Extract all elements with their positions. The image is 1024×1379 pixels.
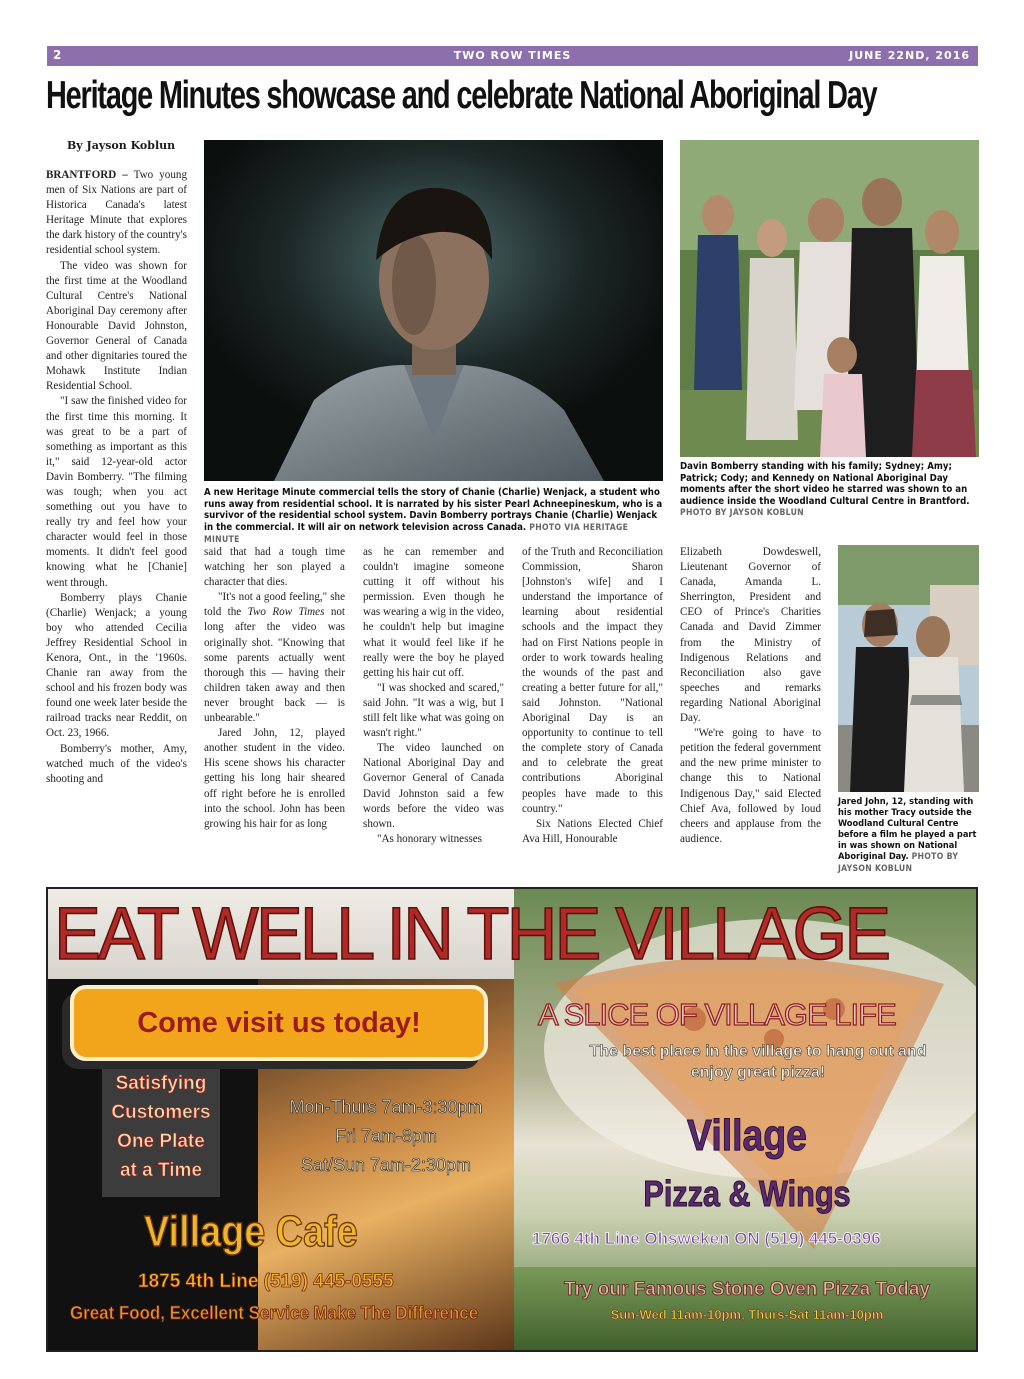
mother-photo-caption — [838, 796, 979, 875]
paragraph-text: not long after the video was originally shot. "Knowing that some parents actually went thorough this — having their children taken away and then never brought back — is unbearable." — [204, 606, 345, 725]
article-column-3 — [363, 545, 504, 847]
family-photo — [680, 140, 979, 457]
paragraph-text: Two young men of Six Nations are part of Historica Canada's latest Heritage Minute that explores the dark history of the country's residential school system. — [46, 169, 187, 257]
paragraph: said that had a tough time watching her son played a character that dies. — [204, 546, 345, 589]
issue-date: JUNE 22ND, 2016 — [849, 49, 970, 62]
caption-text: Jared John, 12, standing with his mother Tracy outside the Woodland Cultural Centre before a film he played a part in was shown on National Aboriginal Day. — [838, 796, 977, 862]
family-group-image — [680, 140, 979, 457]
publication-mention: Two Row Times — [247, 606, 325, 619]
dateline: BRANTFORD – — [46, 169, 128, 181]
paragraph: Six Nations Elected Chief Ava Hill, Honourable — [522, 817, 663, 845]
article-column-1 — [46, 168, 187, 787]
photo-credit: PHOTO VIA HERITAGE MINUTE — [204, 522, 629, 545]
paragraph — [46, 168, 187, 259]
paragraph: of the Truth and Reconciliation Commission, Sharon [Johnston's wife] and I understand the importance of learning about residential schools and the impact they had on First Nations people in order to work towards healing the wounds of the past and creating a better future for all," said Johnston. "National Aboriginal Day is an opportunity to continue to tell the complete story of Canada and to celebrate the great contributions Aboriginal peoples have made to this country." — [522, 546, 663, 815]
pizza-subtitle: The best place in the village to hang out and enjoy great pizza! — [589, 1043, 927, 1081]
article-column-2 — [204, 545, 345, 832]
pizza-promo: Try our Famous Stone Oven Pizza Today — [563, 1279, 930, 1300]
pizza-hours: Sun-Wed 11am-10pm, Thurs-Sat 11am-10pm — [610, 1307, 884, 1322]
pizza-address-phone[interactable]: 1766 4th Line Ohsweken ON (519) 445-0396 — [532, 1229, 881, 1248]
motto-line: Satisfying — [115, 1073, 207, 1094]
pizza-tagline: A SLICE OF VILLAGE LIFE — [538, 997, 896, 1032]
come-visit-button[interactable] — [70, 985, 488, 1061]
cafe-slogan: Great Food, Excellent Service Make The Difference — [70, 1303, 479, 1323]
hours-line: Mon-Thurs 7am-3:30pm — [289, 1097, 483, 1117]
pizza-name-line-1: Village — [687, 1111, 807, 1160]
paragraph: The video launched on National Aboriginal Day and Governor General of Canada David Johnston said a few words before the video was shown. — [363, 742, 504, 830]
motto-line: at a Time — [119, 1160, 203, 1181]
paragraph: The video was shown for the first time at the Woodland Cultural Centre's National Aboriginal Day ceremony after Honourable David Johnston, Governor General of Canada and other dignitaries toured the Mohawk Institute Indian Residential School. — [46, 259, 187, 393]
photo-credit: PHOTO BY JAYSON KOBLUN — [838, 852, 959, 874]
boy-portrait-image — [204, 140, 663, 481]
publication-name: TWO ROW TIMES — [453, 49, 572, 62]
ad-headline: EAT WELL IN THE VILLAGE — [54, 892, 889, 975]
page-number: 2 — [53, 48, 63, 62]
paragraph — [204, 590, 345, 726]
paragraph: as he can remember and couldn't imagine someone cutting it off without his permission. Even though he was wearing a wig in the video, he couldn't help but imagine what it would feel like if he really were the boy he played getting his hair cut off. — [363, 546, 504, 679]
paragraph: Bomberry plays Chanie (Charlie) Wenjack; a young boy who attended Cecilia Jeffrey Residential School in Kenora, Ont., in the '1960s. Chanie ran away from the school and his frozen body was found one week later beside the railroad tracks near Reddit, on Oct. 23, 1966. — [46, 591, 187, 740]
page-header-bar — [47, 46, 978, 66]
article-column-4 — [522, 545, 663, 847]
cafe-motto-box — [102, 1069, 220, 1197]
cafe-address-phone[interactable]: 1875 4th Line (519) 445-0555 — [138, 1271, 394, 1292]
paragraph: "As honorary witnesses — [377, 832, 482, 845]
main-photo-caption — [204, 487, 663, 547]
mother-son-photo — [838, 545, 979, 792]
article-headline: Heritage Minutes showcase and celebrate National Aboriginal Day — [46, 74, 877, 117]
cafe-name: Village Cafe — [144, 1207, 358, 1256]
photo-credit: PHOTO BY JAYSON KOBLUN — [680, 508, 804, 518]
caption-text: Davin Bomberry standing with his family; Sydney; Amy; Patrick; Cody; and Kennedy on National Aboriginal Day moments after the short video he starred was shown to an audience inside the Woodland Cultural Centre in Brantford. — [680, 461, 970, 507]
paragraph-text: "It's not a good feeling," she told the — [204, 591, 345, 619]
come-visit-label: Come visit us today! — [137, 1007, 421, 1039]
motto-line: Customers — [111, 1102, 211, 1123]
pizza-name-line-2: Pizza & Wings — [643, 1173, 851, 1214]
caption-text: A new Heritage Minute commercial tells the story of Chanie (Charlie) Wenjack, a student who runs away from residential school. It is narrated by his sister Pearl Achneepineskum, who is a survivor of the residential school system. Davin Bomberry portrays Chanie (Charlie) Wenjack in the commercial. It will air on network television across Canada. — [204, 487, 663, 533]
paragraph: "I saw the finished video for the first time this morning. It was great to be a part of something as important as this it," said 12-year-old actor Davin Bomberry. "The filming was tough; when you act something out you have to really try and feel how your character would feel in those moments. It didn't feel good knowing what he [Chanie] went through. — [46, 395, 187, 589]
village-advertisement[interactable] — [46, 887, 978, 1352]
paragraph: "We're going to have to petition the federal government and the new prime minister to change this to National Indigenous Day," said Elected Chief Ava, followed by loud cheers and applause from the audience. — [680, 727, 821, 845]
paragraph: Jared John, 12, played another student in the video. His scene shows his character getting his long hair sheared off right before he is enrolled into the school. John has been growing his hair for as long — [204, 727, 345, 830]
byline: By Jayson Koblun — [67, 139, 176, 152]
paragraph: "I was shocked and scared," said John. "It was a wig, but I still felt like what was going on wasn't right." — [363, 681, 504, 740]
cafe-hours — [258, 1093, 514, 1180]
heritage-minute-photo — [204, 140, 663, 481]
paragraph: Bomberry's mother, Amy, watched much of the video's shooting and — [46, 742, 187, 785]
motto-line: One Plate — [117, 1131, 205, 1152]
family-photo-caption — [680, 461, 979, 520]
hours-line: Fri 7am-8pm — [334, 1126, 437, 1146]
mother-son-image — [838, 545, 979, 792]
hours-line: Sat/Sun 7am-2:30pm — [300, 1155, 472, 1175]
article-column-5 — [680, 545, 821, 847]
paragraph: Elizabeth Dowdeswell, Lieutenant Governor of Canada, Amanda L. Sherrington, President and CEO of Prince's Charities Canada and David Zimmer from the Ministry of Indigenous Relations and Reconciliation also gave speeches and remarks regarding National Aboriginal Day. — [680, 546, 821, 725]
